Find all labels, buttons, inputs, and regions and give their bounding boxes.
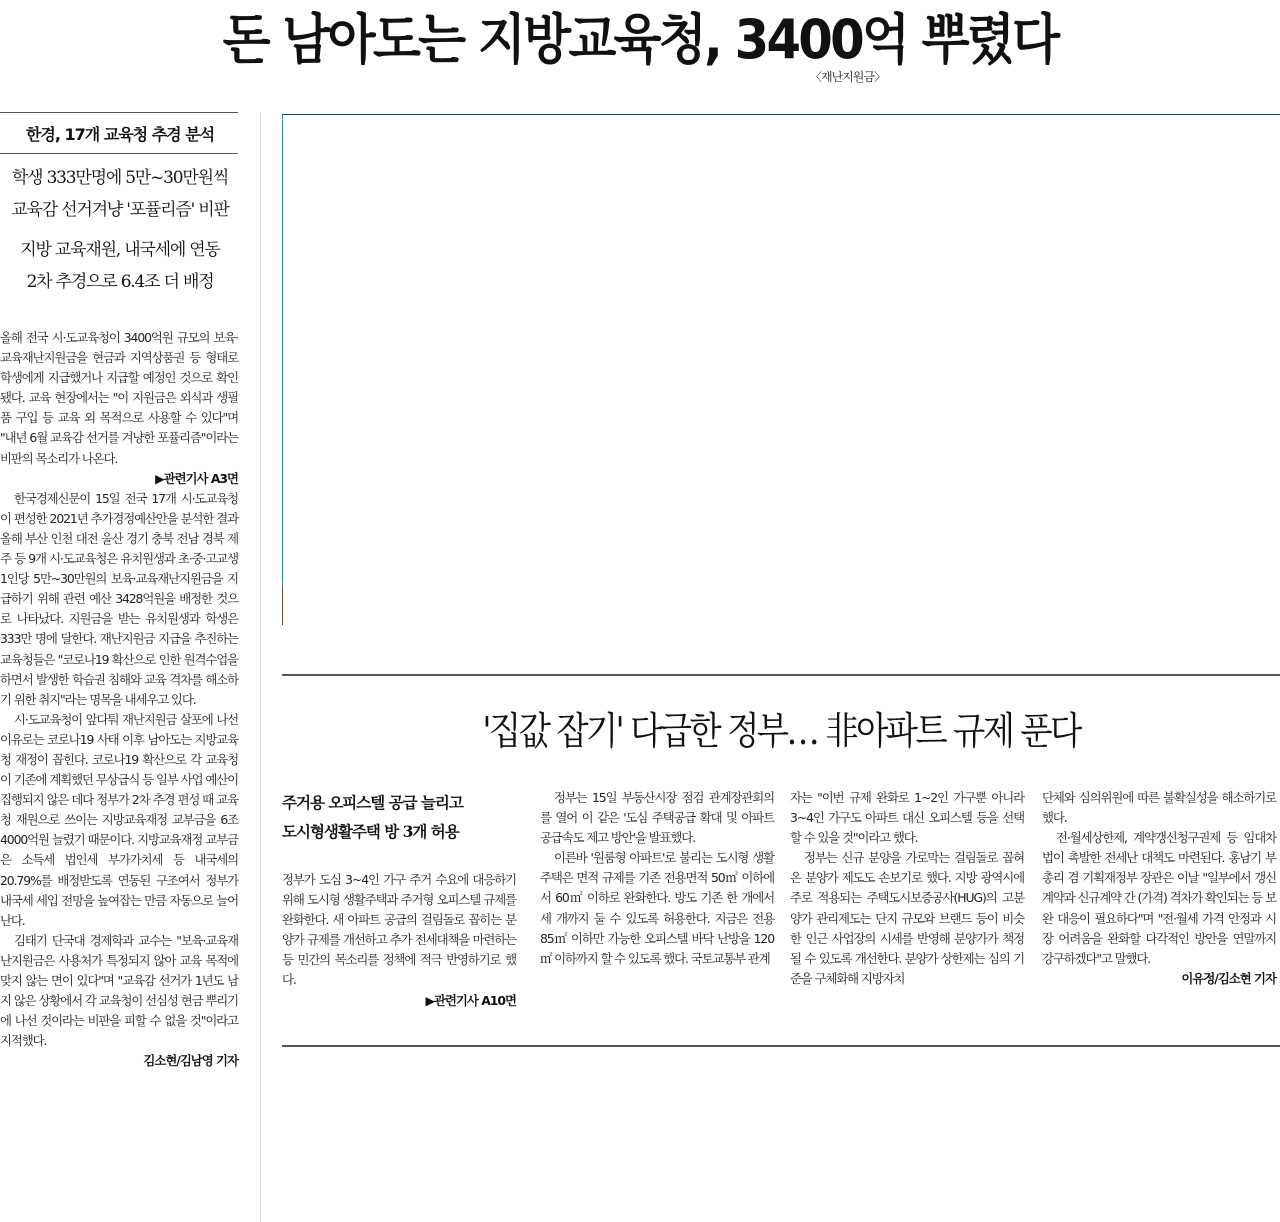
frame-mark xyxy=(282,585,283,625)
paragraph: 정부가 도심 3~4인 가구 주거 수요에 대응하기 위해 도시형 생활주택과 주거형 오피스텔 규제를 완화한다. 새 아파트 공급의 걸림돌로 꼽히는 분양가 규제를 개선하고 추가 전세대책을 마련하는 등 민간의 목소리를 정책에 적극 반영하기로 했다. xyxy=(282,872,516,988)
paragraph: 자는 "이번 규제 완화로 1~2인 가구뿐 아니라 3~4인 가구도 아파트 대신 오피스텔 등을 선택할 수 있을 것"이라고 했다. xyxy=(790,790,1024,846)
deck-line: 주거용 오피스텔 공급 늘리고 xyxy=(282,793,463,812)
related-article-link[interactable]: ▶관련기사 A3면 xyxy=(155,470,238,486)
paragraph: 정부는 신규 분양을 가로막는 걸림돌로 꼽혀온 분양가 제도도 손보기로 했다. 지방 광역시에 주로 적용되는 주택도시보증공사(HUG)의 고분양가 관리제도는 단지 규모와 브랜드 등이 비슷한 인근 사업장의 시세를 반영해 분양가가 책정될 수 있도록 개선한다. 분양가 상한제는 심의 기준을 구체화해 지방자치 xyxy=(790,850,1024,986)
paragraph: 올해 전국 시·도교육청이 3400억원 규모의 보육·교육재난지원금을 현금과 지역상품권 등 형태로 학생에게 지급했거나 지급할 예정인 것으로 확인됐다. 교육 현장에서는 "이 지원금은 외식과 생필품 구입 등 교육 외 목적으로 사용할 수 있다"며 "내년 6월 교육감 선거를 겨냥한 포퓰리즘"이라는 비판의 목소리가 나온다. xyxy=(0,330,238,466)
article1-kicker: 한경, 17개 교육청 추경 분석 xyxy=(25,125,215,144)
deck-line: 도시형생활주택 방 3개 허용 xyxy=(282,822,459,841)
article2-column-1 xyxy=(282,788,516,1011)
paragraph: 시·도교육청이 앞다퉈 재난지원금 살포에 나선 이유로는 코로나19 사태 이후 남아도는 지방교육청 재정이 꼽힌다. 코로나19 확산으로 각 교육청이 기존에 계획했던 무상급식 등 일부 사업 예산이 집행되지 않은 데다 정부가 2차 추경 편성 때 교육청 재원으로 쓰이는 지방교육재정 교부금을 6조4000억원 늘렸기 때문이다. 지방교육재정 교부금은 소득세 법인세 부가가치세 등 내국세의 20.79%를 배정받도록 연동된 구조여서 정부가 내국세 세입 전망을 높여잡는 만큼 자동으로 늘어난다. xyxy=(0,711,238,928)
paragraph: 김태기 단국대 경제학과 교수는 "보육·교육재난지원금은 사용처가 특정되지 않아 교육 목적에 맞지 않는 면이 있다"며 "교육감 선거가 1년도 남지 않은 상황에서 각 교육청이 선심성 현금 뿌리기에 나선 것이라는 비판을 피할 수 없을 것"이라고 지적했다. xyxy=(0,932,238,1049)
deck-line: 지방 교육재원, 내국세에 연동 xyxy=(20,240,220,260)
headline-tag: 〈재난지원금〉 xyxy=(810,70,885,84)
paragraph: 전·월세상한제, 계약갱신청구권제 등 임대차법이 촉발한 전세난 대책도 마련된다. 홍남기 부총리 겸 기획재정부 장관은 이날 "일부에서 갱신계약과 신규계약 간 (가격) 격차가 확인되는 등 보완 대응이 필요하다"며 "전·월세 가격 안정과 시장 어려움을 완화할 다각적인 방안을 연말까지 강구하겠다"고 말했다. xyxy=(1042,830,1276,966)
main-headline: 돈 남아도는 지방교육청, 3400억 뿌렸다 xyxy=(222,8,1058,71)
article2-column-4 xyxy=(1042,788,1276,989)
article1-body xyxy=(0,328,238,1071)
paragraph: 한국경제신문이 15일 전국 17개 시·도교육청이 편성한 2021년 추가경정예산안을 분석한 결과 올해 부산 인천 대전 울산 경기 충북 전남 경북 제주 등 9개 시·도교육청은 유치원생과 초·중·고교생 1인당 5만~30만원의 보육·교육재난지원금을 지급하기 위해 관련 예산 3428억원을 배정한 것으로 나타났다. 지원금을 받는 유치원생과 학생은 333만 명에 달한다. 재난지원금 지급을 추진하는 교육청들은 "코로나19 확산으로 인한 원격수업을 하면서 발생한 학습권 침해와 교육 격차를 해소하기 위한 취지"라는 명목을 내세우고 있다. xyxy=(0,490,238,707)
deck-line: 교육감 선거겨냥 '포퓰리즘' 비판 xyxy=(11,200,229,220)
related-article-link[interactable]: ▶관련기사 A10면 xyxy=(425,992,516,1008)
divider xyxy=(0,153,238,154)
photo-placeholder xyxy=(282,114,1280,610)
article2-column-3 xyxy=(790,788,1024,989)
article2-lead xyxy=(282,870,516,1011)
article1-deck-2 xyxy=(0,234,240,298)
byline: 이유정/김소현 기자 xyxy=(1181,970,1276,986)
article2-column-2 xyxy=(540,788,774,969)
paragraph: 정부는 15일 부동산시장 점검 관계장관회의를 열어 이 같은 '도심 주택공급 확대 및 아파트 공급속도 제고 방안'을 발표했다. xyxy=(540,790,774,846)
byline: 김소현/김남영 기자 xyxy=(143,1053,238,1069)
paragraph: 단체와 심의위원에 따른 불확실성을 해소하기로 했다. xyxy=(1042,790,1276,826)
section-divider xyxy=(282,674,1280,676)
section-divider xyxy=(282,1045,1280,1047)
deck-line: 학생 333만명에 5만~30만원씩 xyxy=(11,168,229,188)
article1-deck-1 xyxy=(0,162,240,226)
article2-headline: '집값 잡기' 다급한 정부… 非아파트 규제 푼다 xyxy=(482,709,1080,753)
deck-line: 2차 추경으로 6.4조 더 배정 xyxy=(26,272,214,292)
paragraph: 이른바 '원룸형 아파트'로 불리는 도시형 생활주택은 면적 규제를 기존 전용면적 50㎡ 이하에서 60㎡ 이하로 완화한다. 방도 기존 한 개에서 세 개까지 둘 수 있도록 허용한다. 지금은 전용 85㎡ 이하만 가능한 오피스텔 바닥 난방을 120㎡ 이하까지 할 수 있도록 했다. 국토교통부 관계 xyxy=(540,850,774,966)
article2-deck xyxy=(282,788,516,846)
article1-header xyxy=(0,112,240,298)
column-divider xyxy=(260,112,261,1222)
